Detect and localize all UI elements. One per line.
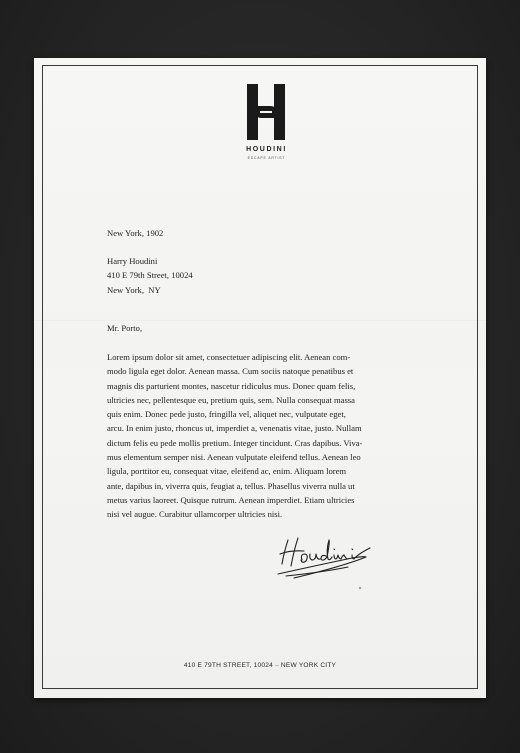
- handwritten-signature: [274, 530, 394, 592]
- body-line: dictum felis eu pede mollis pretium. Integer tincidunt. Cras dapibus. Viva-: [107, 437, 363, 448]
- brand-name: HOUDINI: [246, 146, 287, 153]
- footer-separator: –: [275, 662, 279, 669]
- sender-address: [107, 254, 427, 297]
- body-line: nisi vel augue. Curabitur ullamcorper ultricies nisi.: [107, 509, 283, 520]
- letterhead-sheet: [34, 58, 486, 698]
- body-line: ultricies nec, pellentesque eu, pretium quis, sem. Nulla consequat massa: [107, 394, 355, 405]
- letter-body: [107, 350, 427, 522]
- footer-street: 410 E 79TH STREET, 10024: [183, 662, 273, 669]
- body-line: metus varius laoreet. Quisque rutrum. Aenean imperdiet. Etiam ultricies: [107, 494, 355, 505]
- body-line: mus elementum semper nisi. Aenean vulputate eleifend tellus. Aenean leo: [107, 452, 361, 463]
- brand-tagline: ESCAPE ARTIST: [247, 156, 286, 160]
- body-line: quis enim. Donec pede justo, fringilla vel, aliquet nec, vulputate eget,: [107, 409, 346, 420]
- body-line: ligula, porttitor eu, consequat vitae, eleifend ac, enim. Aliquam lorem: [107, 466, 347, 477]
- body-line: arcu. In enim justo, rhoncus ut, imperdiet a, venenatis vitae, justo. Nullam: [107, 423, 362, 434]
- body-line: ante, dapibus in, viverra quis, feugiat a, tellus. Phasellus viverra nulla ut: [107, 480, 355, 491]
- address-line: New York, NY: [107, 284, 161, 295]
- footer-city: NEW YORK CITY: [280, 662, 337, 669]
- address-line: Harry Houdini: [107, 256, 158, 266]
- houdini-monogram-icon: [244, 84, 288, 140]
- body-line: magnis dis parturient montes, nascetur ridiculus mus. Donec quam felis,: [107, 380, 356, 391]
- letter-date: New York, 1902: [107, 228, 164, 238]
- salutation: Mr. Porto,: [107, 323, 143, 333]
- body-line: modo ligula eget dolor. Aenean massa. Cum sociis natoque penatibus et: [107, 366, 354, 377]
- footer-address: [34, 662, 486, 669]
- address-line: 410 E 79th Street, 10024: [107, 270, 193, 281]
- body-line: Lorem ipsum dolor sit amet, consectetuer adipiscing elit. Aenean com-: [107, 352, 351, 362]
